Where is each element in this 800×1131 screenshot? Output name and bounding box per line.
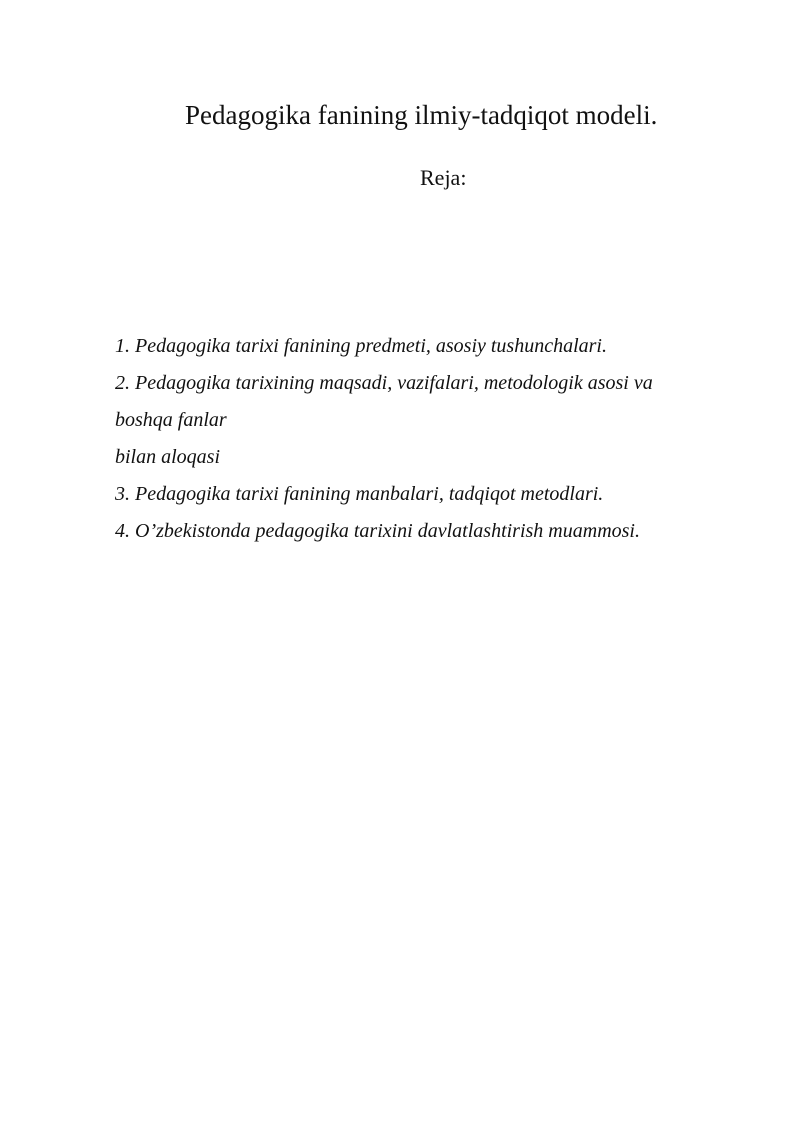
plan-list — [115, 328, 755, 550]
plan-heading: Reja: — [420, 165, 467, 190]
plan-item-4: 4. O’zbekistonda pedagogika tarixini davlatlashtirish muammosi. — [115, 520, 640, 542]
plan-item-2: 2. Pedagogika tarixining maqsadi, vazifalari, metodologik asosi va — [115, 372, 653, 394]
document-title: Pedagogika fanining ilmiy-tadqiqot modeli. — [185, 100, 658, 130]
plan-item-3: 3. Pedagogika tarixi fanining manbalari, tadqiqot metodlari. — [115, 483, 604, 505]
plan-item-2-continuation-2: bilan aloqasi — [115, 446, 221, 468]
plan-item-1: 1. Pedagogika tarixi fanining predmeti, asosiy tushunchalari. — [115, 335, 607, 357]
plan-item-2-continuation: boshqa fanlar — [115, 409, 227, 431]
